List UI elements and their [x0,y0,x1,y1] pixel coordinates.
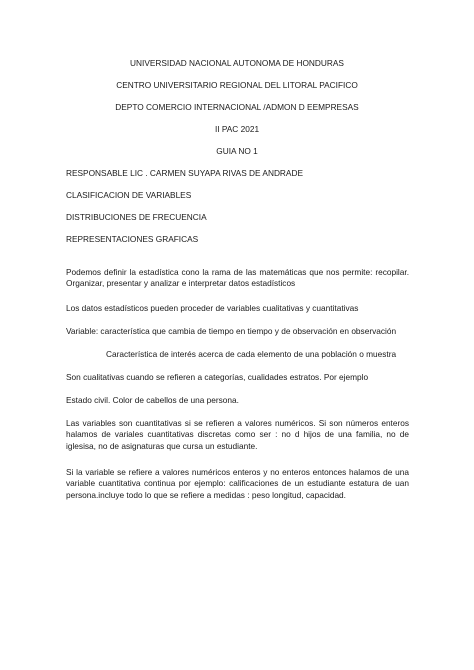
university-name: UNIVERSIDAD NACIONAL AUTONOMA DE HONDURAS [130,58,344,68]
topic-classification: CLASIFICACION DE VARIABLES [66,190,192,200]
topic-distributions: DISTRIBUCIONES DE FRECUENCIA [66,212,207,222]
guide-number: GUIA NO 1 [216,146,258,156]
paragraph-characteristic: Característica de interés acerca de cada elemento de una población o muestra [106,349,397,359]
responsible-line: RESPONSABLE LIC . CARMEN SUYAPA RIVAS DE ANDRADE [66,168,303,178]
paragraph-data-origin: Los datos estadísticos pueden proceder de variables cualitativas y cuantitativas [66,303,359,313]
paragraph-qualitative: Son cualitativas cuando se refieren a categorías, cualidades estratos. Por ejemplo [66,372,369,382]
paragraph-example: Estado civil. Color de cabellos de una persona. [66,395,239,405]
academic-period: II PAC 2021 [214,124,260,134]
paragraph-quantitative-discrete: Las variables son cuantitativas si se refieren a valores numéricos. Si son números enteros halamos de variales cuantitativas discretas como ser : no d hijos de una familia, no de iglesisa, no de asignaturas que cursa un estudiante. [66,418,409,451]
regional-center: CENTRO UNIVERSITARIO REGIONAL DEL LITORAL PACIFICO [116,80,358,90]
paragraph-quantitative-continuous: Si la variable se refiere a valores numéricos enteros y no enteros entonces halamos de una variable cuantitativa continua por ejemplo: calificaciones de un estudiante estatura de uan persona.incluye todo lo que se refiere a medidas : peso longitud, capacidad. [66,467,409,500]
paragraph-variable-definition: Variable: característica que cambia de tiempo en tiempo y de observación en observación [66,326,397,336]
paragraph-definition: Podemos definir la estadística cono la rama de las matemáticas que nos permite: recopilar. Organizar, presentar y analizar e interpretar datos estadísticos [66,267,409,289]
topic-graphics: REPRESENTACIONES GRAFICAS [66,234,199,244]
department-name: DEPTO COMERCIO INTERNACIONAL /ADMON D EEMPRESAS [115,102,359,112]
